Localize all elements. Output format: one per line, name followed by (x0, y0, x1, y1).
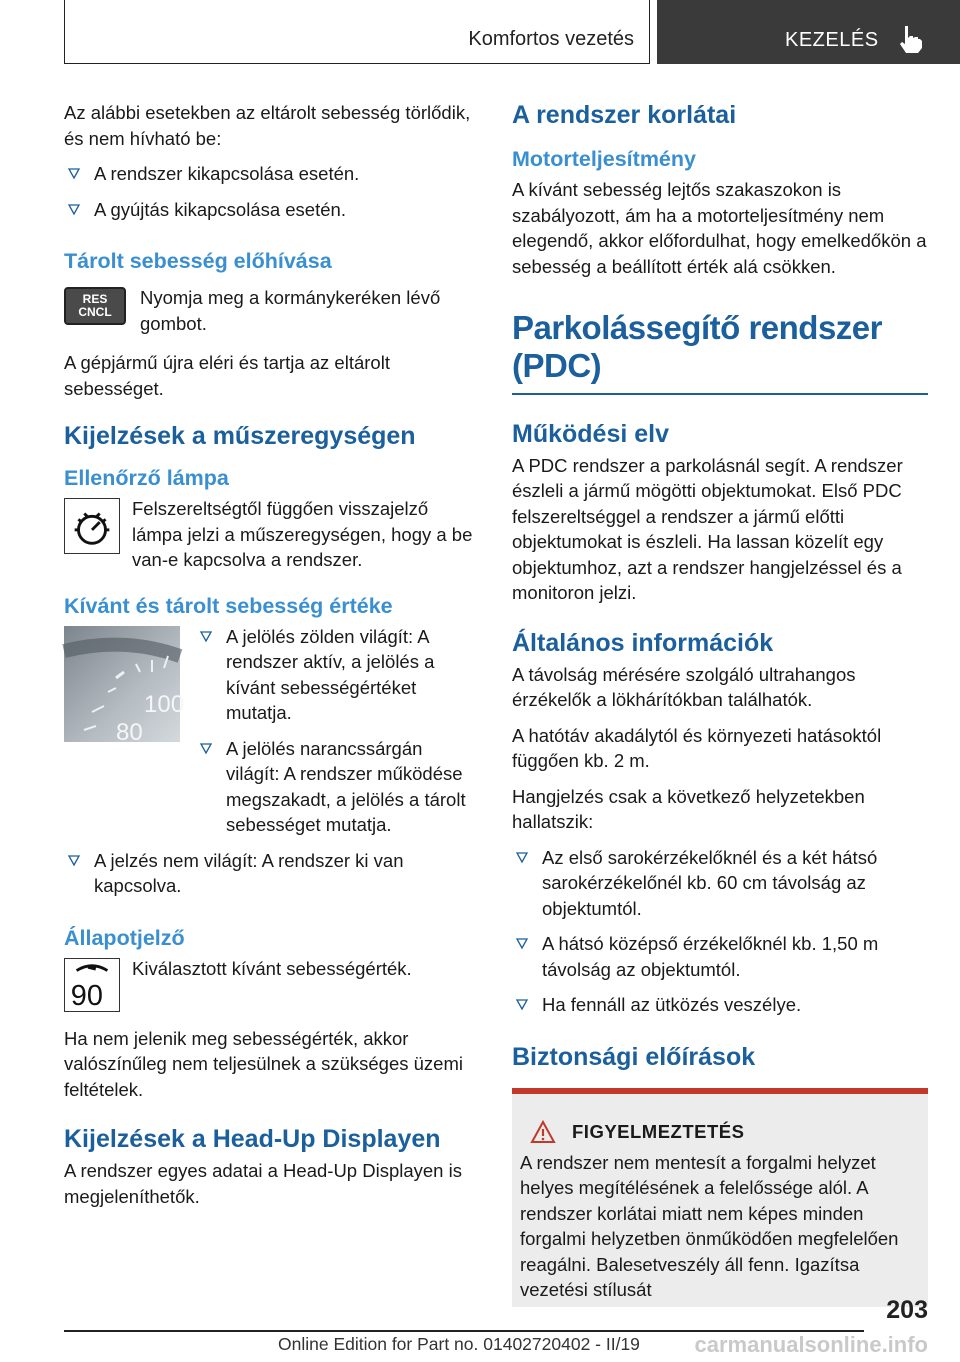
general-paragraph: A hatótáv akadálytól és környezeti hatásoktól függően kb. 2 m. (512, 724, 882, 771)
recall-body: A gépjármű újra eléri és tartja az eltárolt sebességet. (64, 352, 390, 399)
recall-row (64, 285, 480, 336)
general-paragraph: A távolság mérésére szolgáló ultrahangos érzékelők a lökhárítókban találhatók. (512, 663, 856, 710)
warning-title: FIGYELMEZTETÉS (572, 1120, 745, 1142)
list-item: A hátsó középső érzékelőknél kb. 1,50 m távolság az objektumtól. (512, 931, 928, 982)
list-item: Az első sarokérzékelőknél és a két hátsó sarokérzékelőnél kb. 60 cm távolság az objektumtól. (512, 845, 928, 922)
principle-heading: Működési elv (512, 419, 669, 448)
list-item: A jelölés narancssárgán világít: A rendszer működése megszakadt, a jelölés a tárolt sebességet mutatja. (196, 736, 480, 838)
state-row (64, 956, 480, 1012)
bullet-triangle-icon (68, 204, 80, 215)
state-speed-value: 90 (70, 979, 103, 1012)
lamp-description: Felszereltségtől függően visszajelző lámpa jelzi a műszeregységen, hogy a be van-e kapcsolva a rendszer. (132, 498, 473, 570)
bullet-triangle-icon (516, 938, 528, 949)
limits-heading: A rendszer korlátai (512, 101, 737, 129)
motor-text: A kívánt sebesség lejtős szakaszokon is szabályozott, ám ha a motorteljesítmény nem elegendő, akkor előfordulhat, hogy emelkedőkön a sebesség a beállított érték alá csökken. (512, 179, 927, 277)
res-cncl-button-icon: RES CNCL (64, 287, 126, 325)
header-section-title: Komfortos vezetés (468, 28, 634, 50)
list-item: Ha fennáll az ütközés veszélye. (512, 992, 928, 1018)
principle-text: A PDC rendszer a parkolásnál segít. A rendszer észleli a jármű mögötti objektumokat. Első PDC felszereltséggel a rendszer a jármű előtti objektumokat is észleli. Ha lassan közelít egy objektumhoz, azt a rendszer hangjelzéssel és a monitoron jelzi. (512, 454, 903, 603)
bullet-triangle-icon (516, 852, 528, 863)
lamp-heading: Ellenőrző lámpa (64, 466, 229, 490)
recall-instruction: Nyomja meg a kormánykeréken lévő gombot. (140, 287, 441, 334)
list-item: A gyújtás kikapcsolása esetén. (64, 197, 480, 223)
bullet-triangle-icon (200, 631, 212, 642)
general-paragraph: Hangjelzés csak a következő helyzetekben hallatszik: (512, 785, 865, 832)
warning-text: A rendszer nem mentesít a forgalmi helyzet helyes megítélésének a felelőssége alól. A rendszer korlátai miatt nem képes minden forgalmi helyzetben önműködően megfelelően reagálni. Balesetveszély áll fenn. Igazítsa vezetési stílusát (520, 1151, 899, 1300)
recall-heading: Tárolt sebesség előhívása (64, 249, 332, 273)
page-header (0, 0, 960, 66)
pdc-heading-rule (512, 393, 928, 395)
gauge-label-80: 80 (116, 718, 143, 746)
hud-text: A rendszer egyes adatai a Head-Up Displayen is megjeleníthetők. (64, 1160, 462, 1207)
state-body: Ha nem jelenik meg sebességérték, akkor valószínűleg nem teljesülnek a szükséges üzemi feltételek. (64, 1027, 463, 1100)
motor-heading: Motorteljesítmény (512, 147, 696, 171)
list-item: A jelzés nem világít: A rendszer ki van kapcsolva. (64, 848, 480, 899)
warning-triangle-icon (530, 1120, 556, 1144)
speed-heading: Kívánt és tárolt sebesség értéke (64, 593, 393, 618)
cruise-control-lamp-icon (64, 498, 120, 554)
list-item: A jelölés zölden világít: A rendszer aktív, a jelölés a kívánt sebességértéket mutatja. (196, 624, 480, 726)
left-column (64, 100, 480, 1209)
warning-title-row (520, 1120, 920, 1144)
general-heading: Általános információk (512, 628, 774, 657)
bullet-triangle-icon (516, 999, 528, 1010)
intro-paragraph: Az alábbi esetekben az eltárolt sebesség törlődik, és nem hívható be: (64, 102, 471, 149)
header-chapter-label: KEZELÉS (785, 29, 879, 51)
speedometer-image (64, 626, 185, 746)
bullet-triangle-icon (68, 168, 80, 179)
footer-watermark: carmanualsonline.info (694, 1332, 928, 1357)
hud-heading: Kijelzések a Head-Up Displayen (64, 1125, 441, 1153)
right-column (512, 100, 928, 1307)
state-description: Kiválasztott kívánt sebességérték. (132, 957, 412, 979)
footer-edition: Online Edition for Part no. 01402720402 - II/19 (278, 1334, 640, 1354)
state-heading: Állapotjelző (64, 925, 185, 950)
speed-bullet-list (196, 624, 480, 838)
warning-box (512, 1088, 928, 1307)
pdc-heading: Parkolássegítő rendszer (PDC) (512, 309, 882, 384)
hand-pointer-icon (896, 24, 924, 54)
display-heading: Kijelzések a műszeregységen (64, 422, 416, 450)
speed-row (64, 624, 480, 838)
speed-state-indicator-icon (64, 958, 120, 1012)
page-number: 203 (886, 1296, 928, 1324)
gauge-label-100: 100 (144, 690, 185, 718)
bullet-triangle-icon (200, 743, 212, 754)
list-item: A rendszer kikapcsolása esetén. (64, 161, 480, 187)
safety-heading: Biztonsági előírások (512, 1042, 756, 1071)
bullet-triangle-icon (68, 855, 80, 866)
lamp-row (64, 496, 480, 573)
